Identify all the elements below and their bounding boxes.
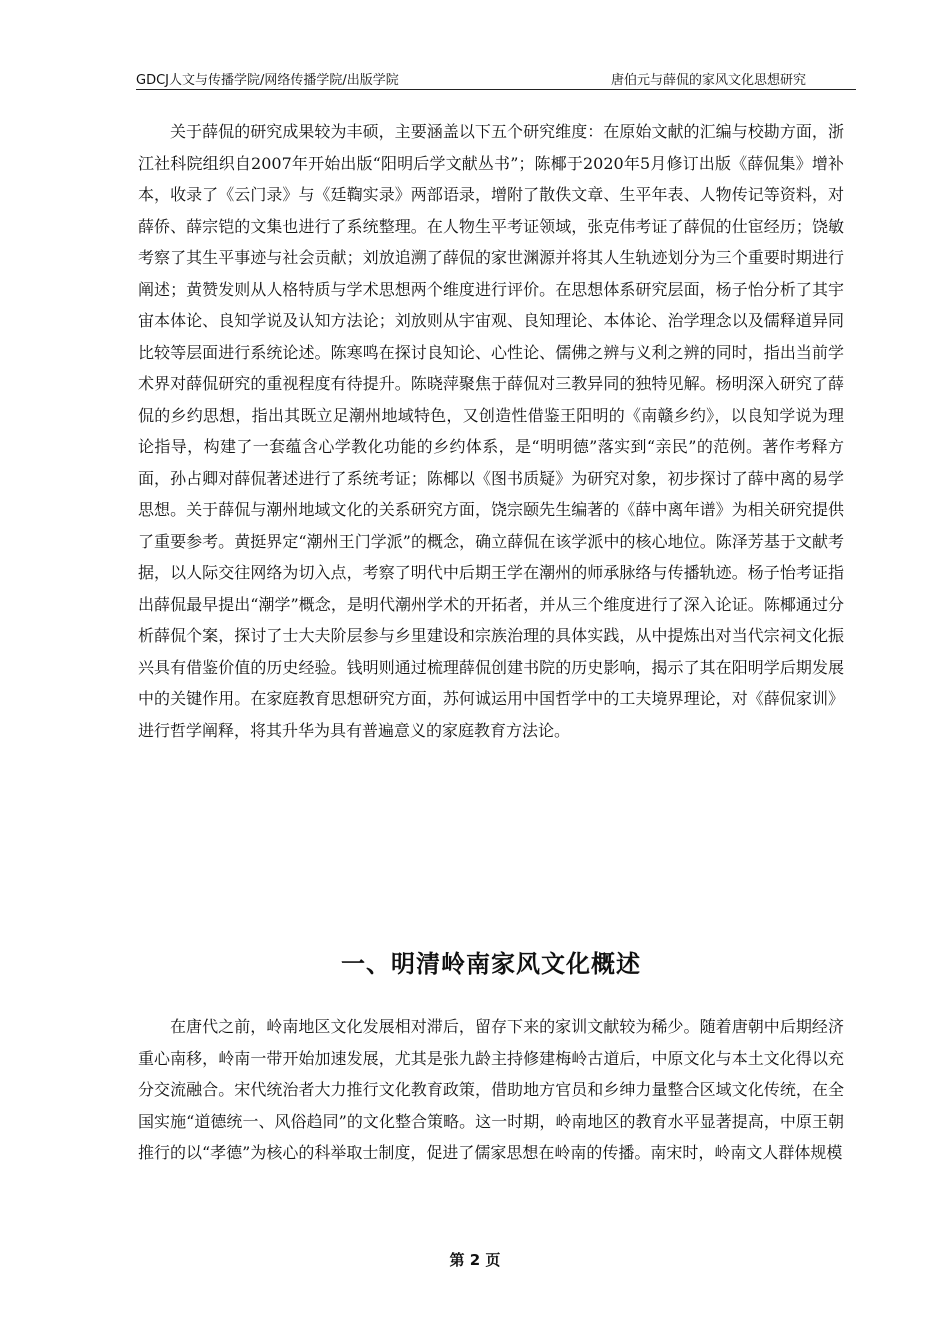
header-institution: GDCJ人文与传播学院/网络传播学院/出版学院 (136, 73, 399, 88)
page-number: 第 2 页 (449, 1251, 501, 1269)
body-paragraph: 在唐代之前，岭南地区文化发展相对滞后，留存下来的家训文献较为稀少。随着唐朝中后期经济重心南移，岭南一带开始加速发展，尤其是张九龄主持修建梅岭古道后，中原文化与本土文化得以充分交流融合。宋代统治者大力推行文化教育政策，借助地方官员和乡绅力量整合区域文化传统，在全国实施“道德统一、风俗趋同”的文化整合策略。这一时期，岭南地区的教育水平显著提高，中原王朝推行的以“孝德”为核心的科举取士制度，促进了儒家思想在岭南的传播。南宋时，岭南文人群体规模 (138, 1017, 844, 1162)
body-paragraph: 关于薛侃的研究成果较为丰硕，主要涵盖以下五个研究维度：在原始文献的汇编与校勘方面，浙江社科院组织自2007年开始出版“阳明后学文献丛书”；陈椰于2020年5月修订出版《薛侃集》增补本，收录了《云门录》与《廷鞫实录》两部语录，增附了散佚文章、生平年表、人物传记等资料，对薛侨、薛宗铠的文集也进行了系统整理。在人物生平考证领域，张克伟考证了薛侃的仕宦经历；饶敏考察了其生平事迹与社会贡献；刘放追溯了薛侃的家世渊源并将其人生轨迹划分为三个重要时期进行阐述；黄赞发则从人格特质与学术思想两个维度进行评价。在思想体系研究层面，杨子怡分析了其宇宙本体论、良知学说及认知方法论；刘放则从宇宙观、良知理论、本体论、治学理念以及儒释道异同比较等层面进行系统论述。陈寒鸣在探讨良知论、心性论、儒佛之辨与义利之辨的同时，指出当前学术界对薛侃研究的重视程度有待提升。陈晓萍聚焦于薛侃对三教异同的独特见解。杨明深入研究了薛侃的乡约思想，指出其既立足潮州地域特色，又创造性借鉴王阳明的《南赣乡约》，以良知学说为理论指导，构建了一套蕴含心学教化功能的乡约体系，是“明明德”落实到“亲民”的范例。著作考释方面，孙占卿对薛侃著述进行了系统考证；陈椰以《图书质疑》为研究对象，初步探讨了薛中离的易学思想。关于薛侃与潮州地域文化的关系研究方面，饶宗颐先生编著的《薛中离年谱》为相关研究提供了重要参考。黄挺界定“潮州王门学派”的概念，确立薛侃在该学派中的核心地位。陈泽芳基于文献考据，以人际交往网络为切入点，考察了明代中后期王学在潮州的师承脉络与传播轨迹。杨子怡考证指出薛侃最早提出“潮学”概念，是明代潮州学术的开拓者，并从三个维度进行了深入论证。陈椰通过分析薛侃个案，探讨了士大夫阶层参与乡里建设和宗族治理的具体实践，从中提炼出对当代宗祠文化振兴具有借鉴价值的历史经验。钱明则通过梳理薛侃创建书院的历史影响，揭示了其在阳明学后期发展中的关键作用。在家庭教育思想研究方面，苏何诚运用中国哲学中的工夫境界理论，对《薛侃家训》进行哲学阐释，将其升华为具有普遍意义的家庭教育方法论。 (138, 122, 844, 740)
header-title: 唐伯元与薛侃的家风文化思想研究 (610, 73, 806, 88)
section-heading: 一、明清岭南家风文化概述 (341, 950, 641, 978)
page-header (136, 67, 856, 90)
